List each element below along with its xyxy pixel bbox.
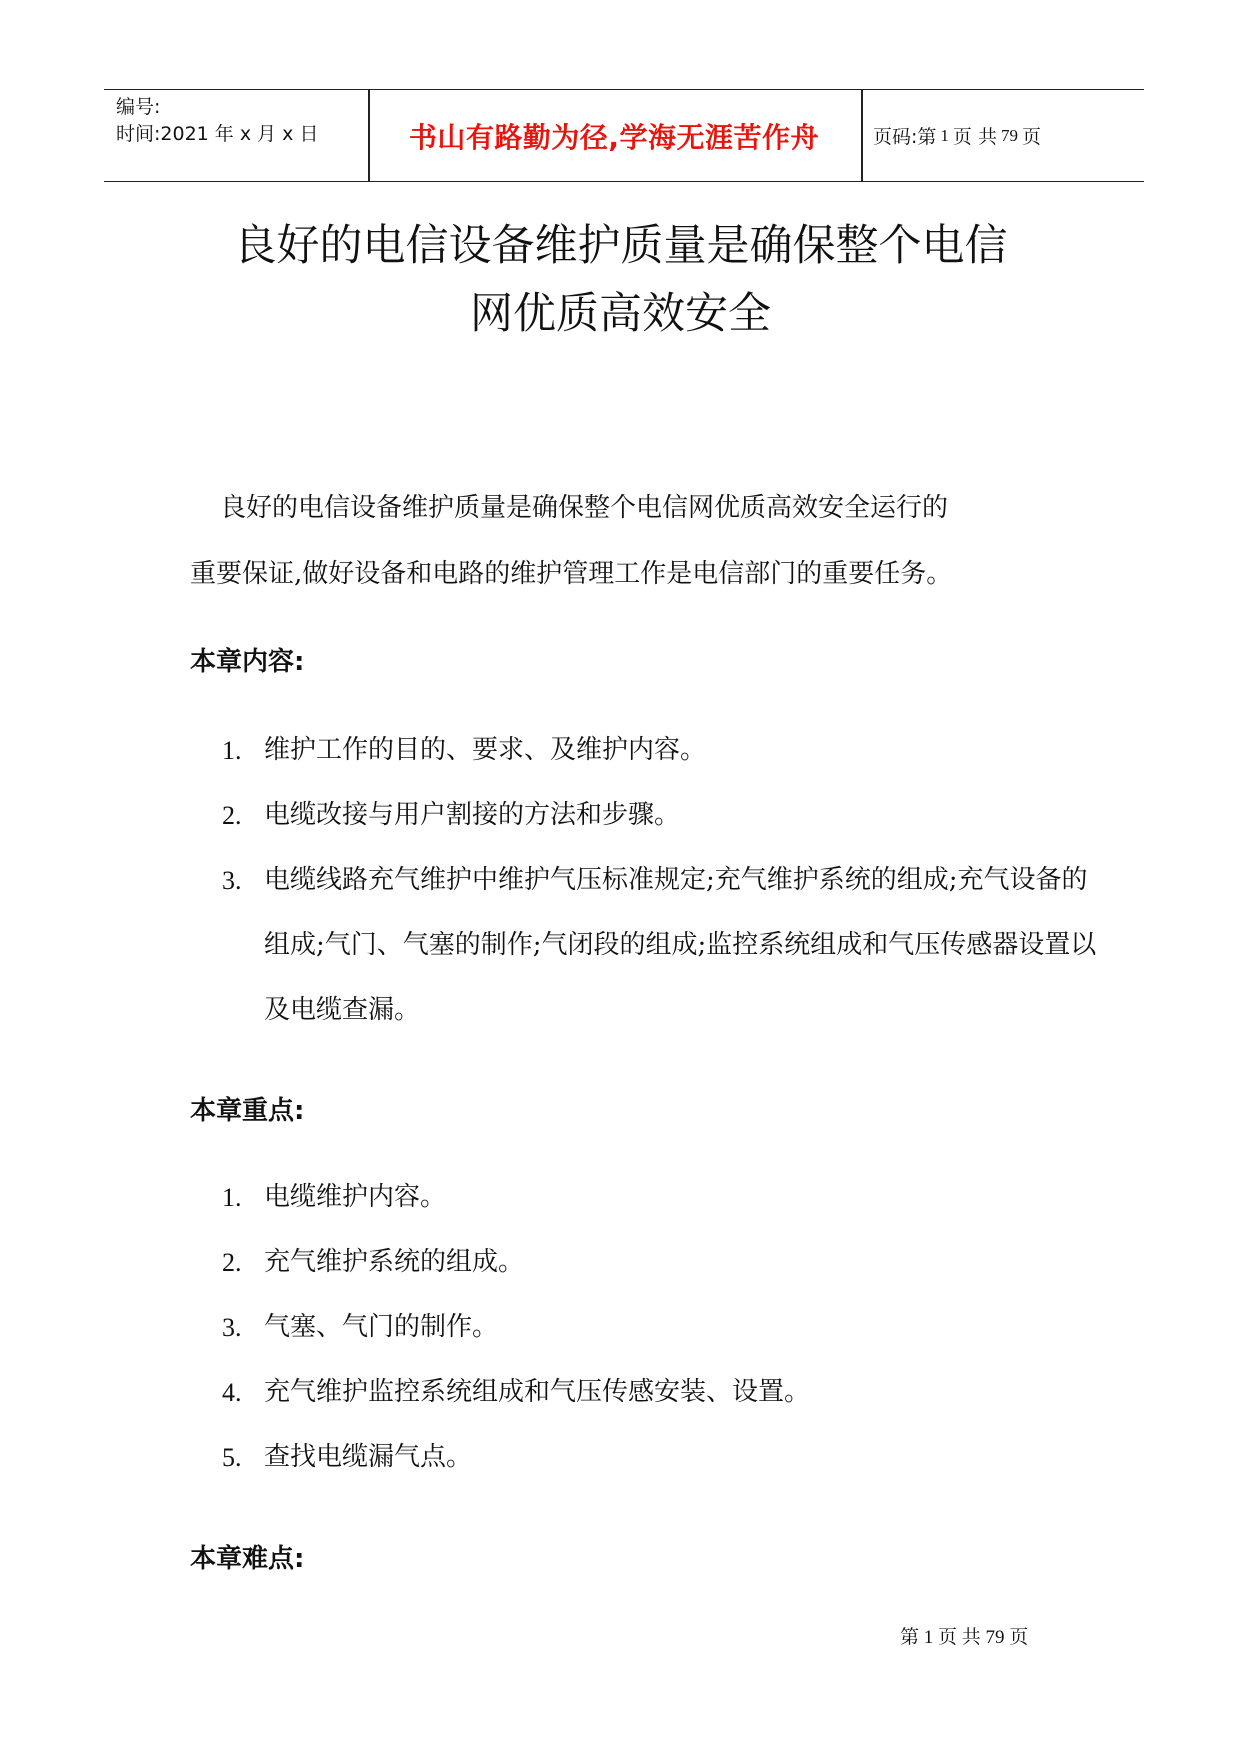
document-number-label: 编号:	[116, 96, 161, 118]
header-page-suffix: 页	[1021, 126, 1041, 148]
list-item-number: 2.	[222, 1248, 242, 1277]
list-item	[222, 1360, 1102, 1425]
list-item	[222, 783, 1102, 848]
list-item	[222, 848, 1104, 1043]
header-motto: 书山有路勤为径,学海无涯苦作舟	[408, 120, 820, 154]
list-item-number: 5.	[222, 1443, 242, 1472]
page-footer: 第 1 页 共 79 页	[900, 1627, 1029, 1648]
intro-paragraph	[190, 475, 1090, 607]
intro-line2: 重要保证,做好设备和电路的维护管理工作是电信部门的重要任务。	[190, 559, 953, 589]
header-page-indicator	[873, 90, 1041, 181]
list-item-text: 气塞、气门的制作。	[264, 1312, 499, 1342]
list-item-text: 电缆线路充气维护中维护气压标准规定;充气维护系统的组成;充气设备的组成;气门、气塞的制作;气闭段的组成;监控系统组成和气压传感器设置以及电缆查漏。	[264, 865, 1097, 1025]
list-item	[222, 718, 1102, 783]
contents-list	[222, 718, 1102, 1043]
list-item-text: 充气维护系统的组成。	[264, 1247, 525, 1277]
header-page-current: 1	[940, 125, 949, 145]
intro-line1: 良好的电信设备维护质量是确保整个电信网优质高效安全运行的	[220, 493, 949, 523]
document-title-line1: 良好的电信设备维护质量是确保整个电信	[233, 221, 1008, 271]
list-item-text: 电缆维护内容。	[264, 1182, 447, 1212]
list-item	[222, 1165, 1102, 1230]
document-title	[0, 212, 1241, 348]
list-item-number: 1.	[222, 1183, 242, 1212]
list-item-number: 3.	[222, 866, 242, 895]
list-item	[222, 1230, 1102, 1295]
list-item-number: 4.	[222, 1378, 242, 1407]
header-meta	[116, 94, 318, 148]
section-heading-key-points: 本章重点:	[190, 1096, 305, 1126]
list-item-number: 3.	[222, 1313, 242, 1342]
list-item-text: 维护工作的目的、要求、及维护内容。	[264, 735, 707, 765]
header-page-middle: 页 共	[952, 126, 997, 148]
section-heading-contents: 本章内容:	[190, 647, 305, 677]
header-divider-right	[861, 90, 863, 181]
header-page-total: 79	[1000, 125, 1018, 145]
list-item-number: 2.	[222, 801, 242, 830]
key-points-list	[222, 1165, 1102, 1490]
list-item-text: 充气维护监控系统组成和气压传感安装、设置。	[264, 1377, 811, 1407]
document-header	[104, 89, 1144, 182]
list-item-text: 查找电缆漏气点。	[264, 1442, 473, 1472]
list-item	[222, 1295, 1102, 1360]
section-heading-difficulties: 本章难点:	[190, 1544, 305, 1574]
list-item-number: 1.	[222, 736, 242, 765]
list-item	[222, 1425, 1102, 1490]
list-item-text: 电缆改接与用户割接的方法和步骤。	[264, 800, 681, 830]
header-page-prefix: 页码:第	[873, 126, 937, 148]
document-title-line2: 网优质高效安全	[470, 289, 771, 339]
document-time-label: 时间:2021 年 x 月 x 日	[116, 123, 319, 145]
